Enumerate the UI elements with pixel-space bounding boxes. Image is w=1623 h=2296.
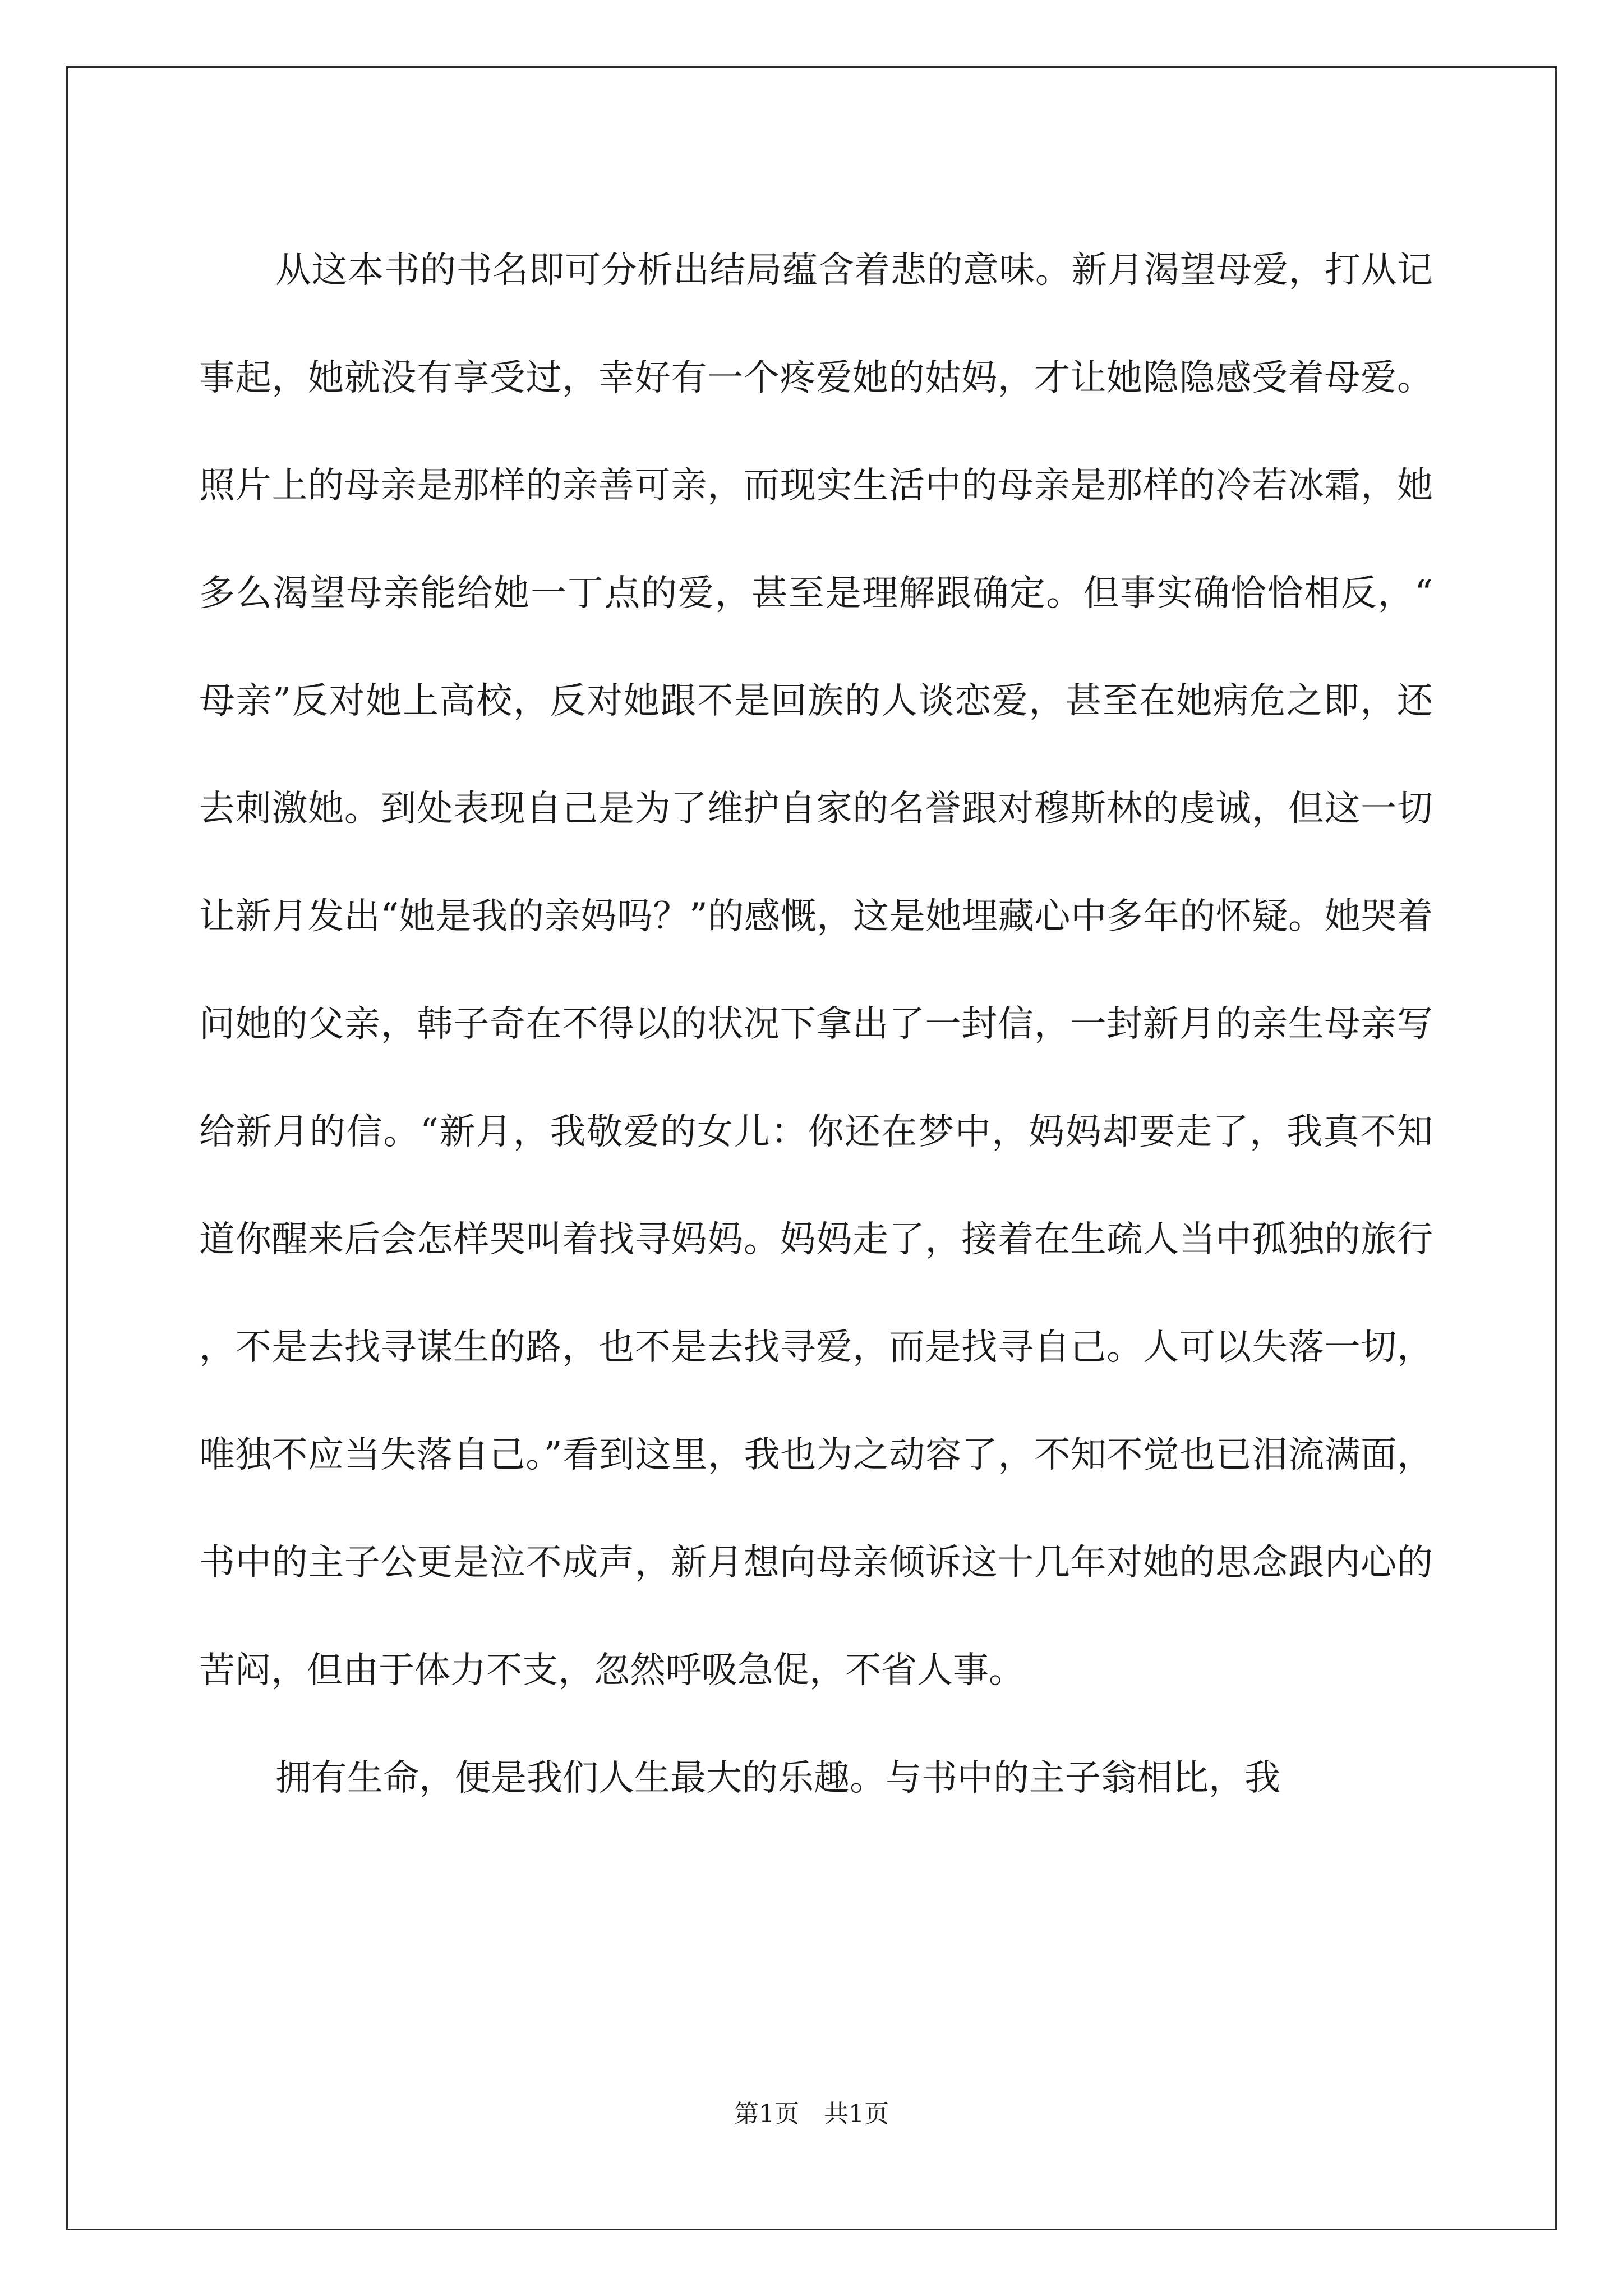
paragraph: 从这本书的书名即可分析出结局蕴含着悲的意味。新月渴望母爱，打从记事起，她就没有享受过，幸好有一个疼爱她的姑妈，才让她隐隐感受着母爱。照片上的母亲是那样的亲善可亲，而现实生活中的母亲是那样的冷若冰霜，她多么渴望母亲能给她一丁点的爱，甚至是理解跟确定。但事实确恰恰相反，“母亲”反对她上高校，反对她跟不是回族的人谈恋爱，甚至在她病危之即，还去刺激她。到处表现自己是为了维护自家的名誉跟对穆斯林的虔诚，但这一切让新月发出“她是我的亲妈吗？”的感慨，这是她埋藏心中多年的怀疑。她哭着问她的父亲，韩子奇在不得以的状况下拿出了一封信，一封新月的亲生母亲写给新月的信。“新月，我敬爱的女儿：你还在梦中，妈妈却要走了，我真不知道你醒来后会怎样哭叫着找寻妈妈。妈妈走了，接着在生疏人当中孤独的旅行，不是去找寻谋生的路，也不是去找寻爱，而是找寻自己。人可以失落一切，唯独不应当失落自己。”看到这里，我也为之动容了，不知不觉也已泪流满面，书中的主子公更是泣不成声，新月想向母亲倾诉这十几年对她的思念跟内心的苦闷，但由于体力不支，忽然呼吸急促，不省人事。 <box>199 250 1433 1691</box>
document-body <box>199 217 1433 1832</box>
paragraph: 拥有生命，便是我们人生最大的乐趣。与书中的主子翁相比，我 <box>275 1757 1280 1799</box>
page-footer: 第1页 共1页 <box>734 2100 889 2128</box>
